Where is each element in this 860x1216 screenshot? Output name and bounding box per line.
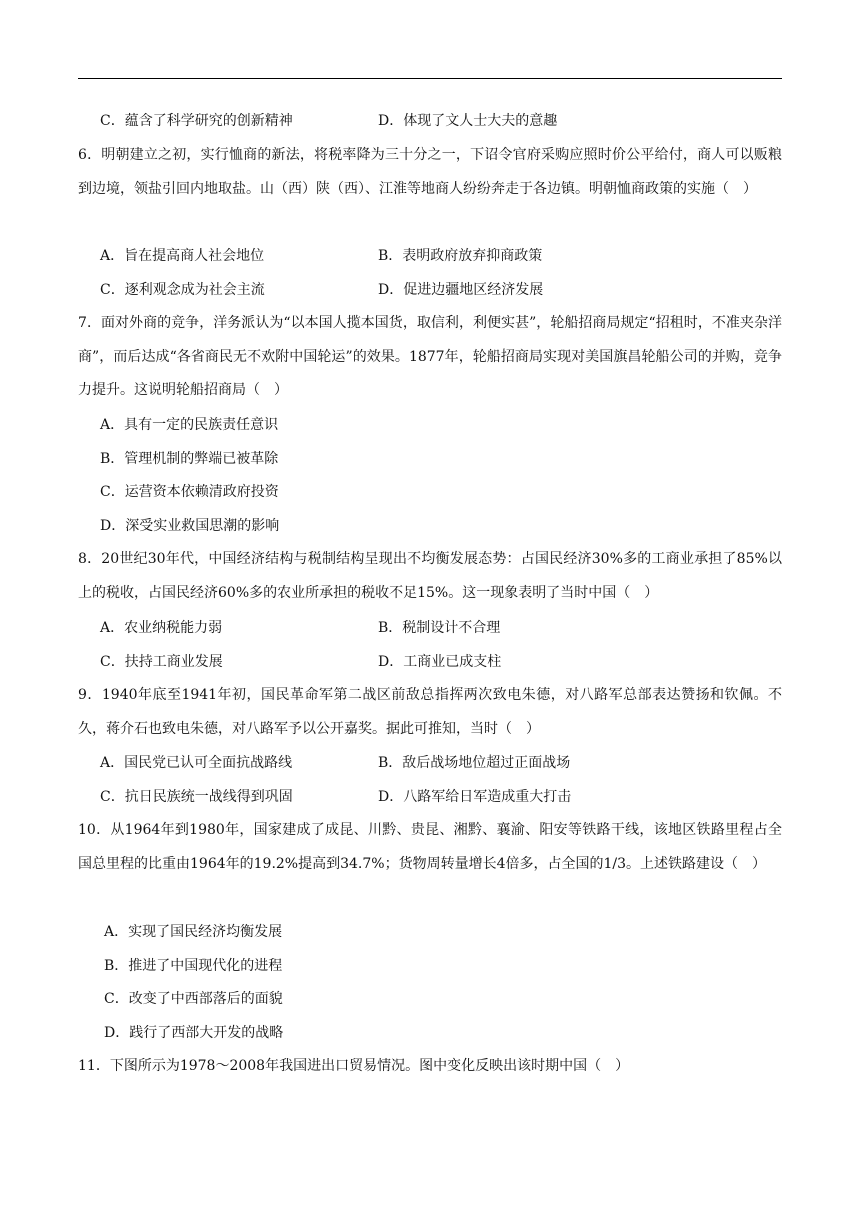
q8-option-b[interactable]: B．税制设计不合理	[378, 620, 501, 636]
q6-option-d[interactable]: D．促进边疆地区经济发展	[378, 282, 544, 298]
q6-option-c[interactable]: C．逐利观念成为社会主流	[100, 282, 265, 298]
q10-stem: 10．从1964年到1980年，国家建成了成昆、川黔、贵昆、湘黔、襄渝、阳安等铁路干线，该地区铁路里程占全国总里程的比重由1964年的19.2%提高到34.7%；货物周转量增长4倍多，占全国的1/3。上述铁路建设（ ）	[78, 822, 782, 872]
q7-option-a[interactable]: A．具有一定的民族责任意识	[100, 417, 279, 433]
q7-option-d[interactable]: D．深受实业救国思潮的影响	[100, 518, 280, 534]
q8-option-d[interactable]: D．工商业已成支柱	[378, 654, 502, 670]
q7-option-b[interactable]: B．管理机制的弊端已被革除	[100, 451, 279, 467]
header-rule	[78, 78, 782, 79]
q6-option-b[interactable]: B．表明政府放弃抑商政策	[378, 248, 543, 264]
q9-option-c[interactable]: C．抗日民族统一战线得到巩固	[100, 789, 293, 805]
q5-option-c[interactable]: C．蕴含了科学研究的创新精神	[100, 113, 293, 129]
q9-option-d[interactable]: D．八路军给日军造成重大打击	[378, 789, 572, 805]
q11-stem: 11．下图所示为1978～2008年我国进出口贸易情况。图中变化反映出该时期中国（ ）	[78, 1058, 630, 1074]
q9-option-a[interactable]: A．国民党已认可全面抗战路线	[100, 755, 293, 771]
q9-option-b[interactable]: B．敌后战场地位超过正面战场	[378, 755, 571, 771]
q6-option-a[interactable]: A．旨在提高商人社会地位	[100, 248, 265, 264]
q6-stem: 6．明朝建立之初，实行恤商的新法，将税率降为三十分之一，下诏令官府采购应照时价公平给付，商人可以贩粮到边境，领盐引回内地取盐。山（西）陕（西）、江淮等地商人纷纷奔走于各边镇。明朝恤商政策的实施（ ）	[78, 147, 782, 197]
q7-option-c[interactable]: C．运营资本依赖清政府投资	[100, 484, 279, 500]
q10-option-c[interactable]: C．改变了中西部落后的面貌	[104, 991, 283, 1007]
q10-option-d[interactable]: D．践行了西部大开发的战略	[104, 1025, 284, 1041]
q9-stem: 9．1940年底至1941年初，国民革命军第二战区前敌总指挥两次致电朱德，对八路军总部表达赞扬和钦佩。不久，蒋介石也致电朱德，对八路军予以公开嘉奖。据此可推知，当时（ ）	[78, 687, 782, 737]
q10-option-a[interactable]: A．实现了国民经济均衡发展	[104, 924, 283, 940]
q8-stem: 8．20世纪30年代，中国经济结构与税制结构呈现出不均衡发展态势：占国民经济30%多的工商业承担了85%以上的税收，占国民经济60%多的农业所承担的税收不足15%。这一现象表明了当时中国（ ）	[78, 551, 782, 601]
q10-option-b[interactable]: B．推进了中国现代化的进程	[104, 958, 283, 974]
q8-option-c[interactable]: C．扶持工商业发展	[100, 654, 223, 670]
q5-option-d[interactable]: D．体现了文人士大夫的意趣	[378, 113, 558, 129]
q8-option-a[interactable]: A．农业纳税能力弱	[100, 620, 223, 636]
q7-stem: 7．面对外商的竞争，洋务派认为“以本国人揽本国货，取信利，利便实甚”，轮船招商局规定“招租时，不准夹杂洋商”，而后达成“各省商民无不欢附中国轮运”的效果。1877年，轮船招商局实现对美国旗昌轮船公司的并购，竞争力提升。这说明轮船招商局（ ）	[78, 315, 782, 398]
